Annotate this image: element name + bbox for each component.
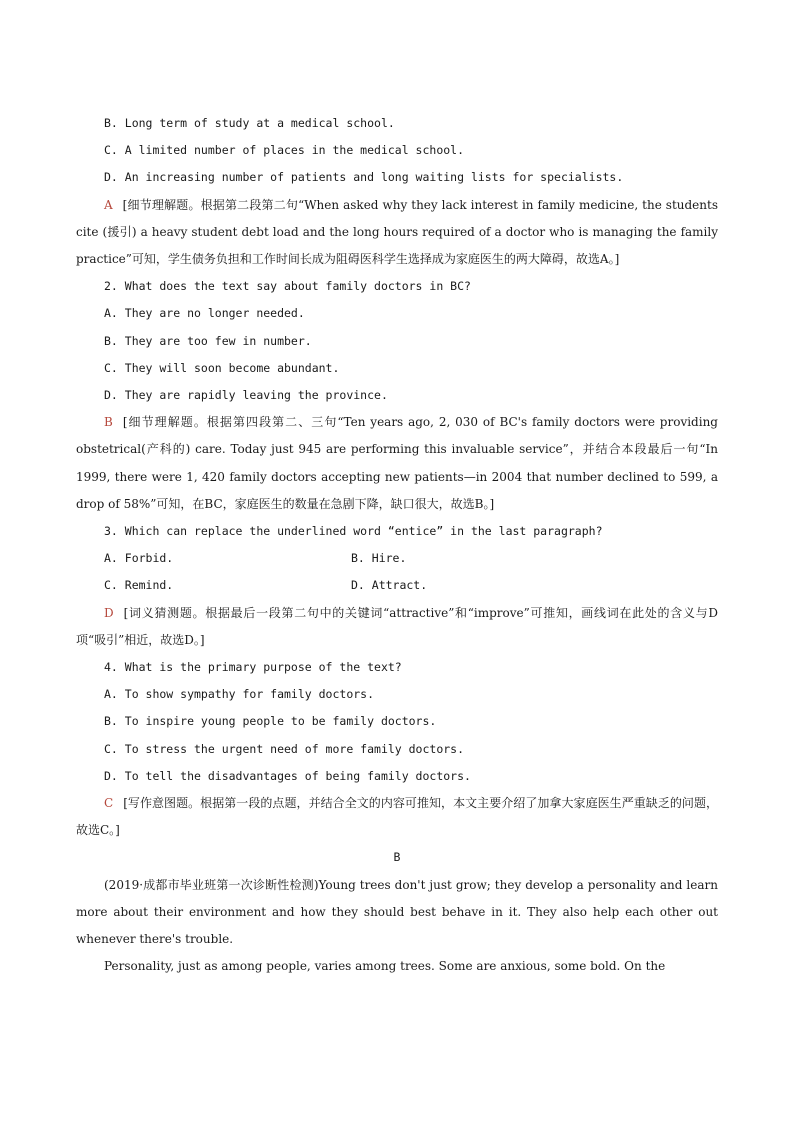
q2-answer-letter: B [104,415,113,430]
q4-answer-block [76,790,718,844]
q4-option-a: A. To show sympathy for family doctors. [104,687,375,702]
q2-option-b: B. They are too few in number. [104,333,312,348]
q3-option-a: A. Forbid. [104,551,174,566]
q2-option-a: A. They are no longer needed. [104,306,305,321]
q2-answer-explanation: [细节理解题。根据第四段第二、三句“Ten years ago, 2, 030 of BC's family doctors were providing obstetrical(产科的) care. Today just 945 are performing this invaluable service”，并结合本段最后一句“In 1999, there were 1, 420 family doctors accepting new patients—in 2004 that number declined to 599, a drop of 58%”可知，在BC，家庭医生的数量在急剧下降，缺口很大，故选B。] [76,415,718,511]
q1-option-d: D. An increasing number of patients and long waiting lists for specialists. [104,170,624,185]
section-b-paragraph-1: (2019·成都市毕业班第一次诊断性检测)Young trees don't just grow; they develop a personality and learn more about their environment and how they should best behave in it. They also help each other out whenever there's trouble. [76,877,718,947]
document-page [76,110,718,981]
q4-option-b: B. To inspire young people to be family doctors. [104,714,437,729]
q3-options-row-2 [76,572,718,599]
q3-options-row-1 [76,545,718,572]
q1-answer-explanation: [细节理解题。根据第二段第二句“When asked why they lack interest in family medicine, the students cite (援引) a heavy student debt load and the long hours required of a doctor who is managing the family practice”可知，学生债务负担和工作时间长成为阻碍医科学生选择成为家庭医生的两大障碍，故选A。] [76,197,718,267]
q3-answer-explanation: [词义猜测题。根据最后一段第二句中的关键词“attractive”和“improve”可推知，画线词在此处的含义与D项“吸引”相近，故选D。] [76,605,718,647]
q2-answer-block [76,409,718,518]
q3-option-d: D. Attract. [351,578,428,593]
q1-option-c: C. A limited number of places in the medical school. [104,143,465,158]
q2-option-d: D. They are rapidly leaving the province. [104,388,388,403]
q3-option-c: C. Remind. [104,578,174,593]
q2-question: 2. What does the text say about family doctors in BC? [104,279,471,294]
q4-question: 4. What is the primary purpose of the text? [104,660,402,675]
q2-option-c: C. They will soon become abundant. [104,360,340,375]
q4-option-c: C. To stress the urgent need of more family doctors. [104,741,465,756]
q1-answer-block [76,192,718,274]
q3-option-b: B. Hire. [351,551,407,566]
q1-option-b: B. Long term of study at a medical school. [104,116,395,130]
section-b-paragraph-2: Personality, just as among people, varies among trees. Some are anxious, some bold. On the [104,959,666,974]
q4-option-d: D. To tell the disadvantages of being family doctors. [104,768,471,783]
q3-answer-letter: D [104,605,114,620]
q4-answer-explanation: [写作意图题。根据第一段的点题，并结合全文的内容可推知，本文主要介绍了加拿大家庭医生严重缺乏的问题，故选C。] [76,796,718,838]
q1-answer-letter: A [104,197,113,212]
q3-answer-block [76,600,718,654]
q3-question: 3. Which can replace the underlined word “entice” in the last paragraph? [104,524,603,539]
q4-answer-letter: C [104,796,114,811]
section-b-heading: B [393,850,401,865]
